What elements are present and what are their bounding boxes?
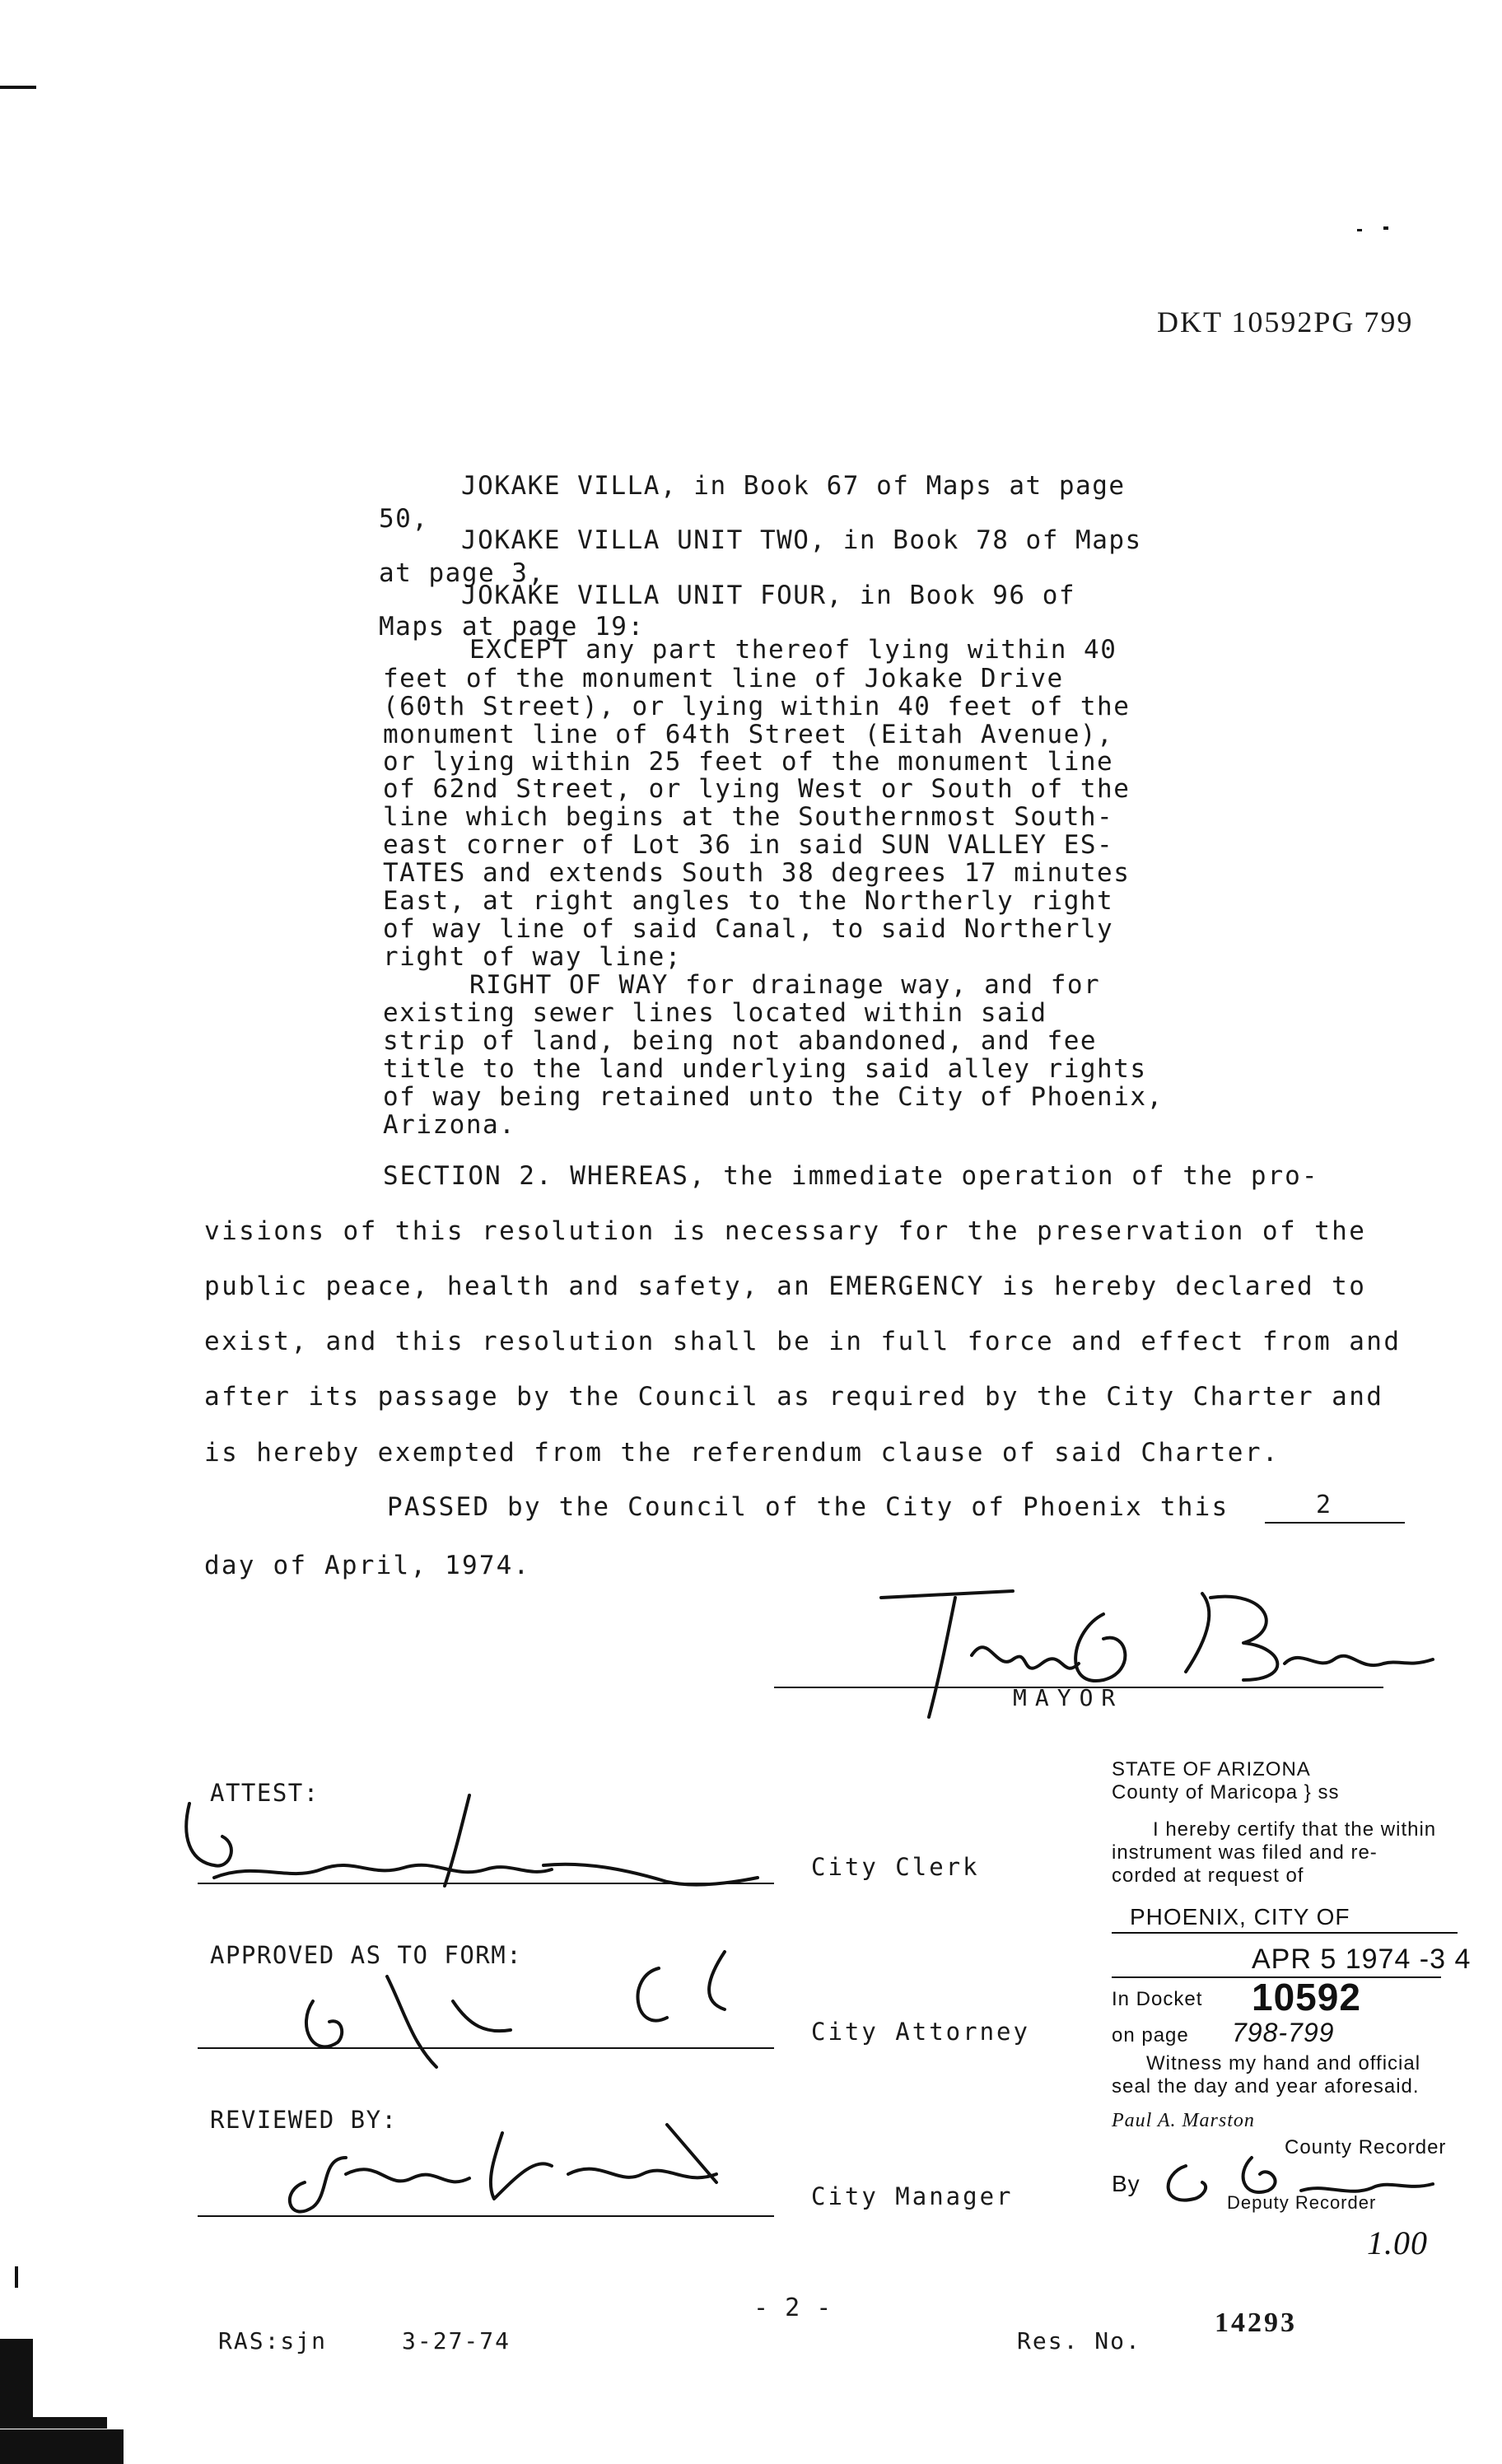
legal-line: of way line of said Canal, to said Northerly [383, 914, 1114, 944]
stamp-docket-value: 10592 [1252, 1976, 1361, 2018]
legal-line: feet of the monument line of Jokake Drive [383, 664, 1064, 693]
legal-line: JOKAKE VILLA UNIT FOUR, in Book 96 of [461, 581, 1076, 610]
stamp-seal: seal the day and year aforesaid. [1112, 2075, 1420, 2098]
city-clerk-signature [156, 1787, 782, 1894]
section-line: visions of this resolution is necessary for the preservation of the [204, 1216, 1367, 1246]
page-number: - 2 - [753, 2294, 833, 2322]
stamp-request: corded at request of [1112, 1864, 1304, 1887]
legal-line: line which begins at the Southernmost South- [383, 802, 1114, 832]
stamp-instrument: instrument was filed and re- [1112, 1841, 1378, 1864]
city-attorney-label: City Attorney [811, 2018, 1030, 2046]
city-manager-signature-line [198, 2215, 774, 2217]
approved-label: APPROVED AS TO FORM: [210, 1941, 523, 1969]
attest-label: ATTEST: [210, 1779, 320, 1807]
legal-line: East, at right angles to the Northerly right [383, 886, 1114, 916]
city-attorney-signature-line [198, 2047, 774, 2049]
footer-initials: RAS:sjn [218, 2327, 328, 2354]
passage-date: day of April, 1974. [204, 1551, 531, 1580]
passage-statement: PASSED by the Council of the City of Phoenix this [387, 1492, 1229, 1522]
city-attorney-signature [264, 1944, 774, 2092]
legal-line: title to the land underlying said alley rights [383, 1054, 1147, 1084]
stamp-deputy: Deputy Recorder [1227, 2192, 1377, 2213]
legal-line: monument line of 64th Street (Eitah Avenue), [383, 720, 1114, 749]
legal-line: or lying within 25 feet of the monument line [383, 747, 1114, 777]
legal-line: RIGHT OF WAY for drainage way, and for [469, 970, 1101, 1000]
legal-line: TATES and extends South 38 degrees 17 minutes [383, 858, 1131, 888]
stamp-docket-label: In Docket [1112, 1988, 1203, 2010]
section-line: exist, and this resolution shall be in full force and effect from and [204, 1327, 1402, 1356]
reviewed-label: REVIEWED BY: [210, 2106, 398, 2134]
mayor-signature [856, 1581, 1449, 1721]
city-manager-signature [255, 2108, 782, 2232]
stamp-county-recorder: County Recorder [1285, 2136, 1447, 2158]
stamp-page-label: on page [1112, 2024, 1189, 2046]
legal-line: east corner of Lot 36 in said SUN VALLEY ES- [383, 830, 1114, 860]
legal-line: right of way line; [383, 942, 682, 972]
scan-mark [0, 2429, 124, 2464]
legal-line: of 62nd Street, or lying West or South of the [383, 774, 1131, 804]
resolution-label: Res. No. [1017, 2327, 1141, 2354]
legal-line: JOKAKE VILLA, in Book 67 of Maps at page [461, 471, 1126, 501]
legal-line: existing sewer lines located within said [383, 998, 1047, 1028]
passage-day: 2 [1316, 1491, 1332, 1519]
section-line: SECTION 2. WHEREAS, the immediate operation of the pro- [383, 1161, 1319, 1191]
stamp-fee: 1.00 [1367, 2224, 1428, 2261]
stamp-certify: I hereby certify that the within [1153, 1818, 1437, 1841]
stamp-page-value: 798-799 [1232, 2018, 1335, 2047]
section-line: is hereby exempted from the referendum clause of said Charter. [204, 1438, 1280, 1468]
section-line: after its passage by the Council as required by the City Charter and [204, 1382, 1384, 1412]
stamp-county: County of Maricopa } ss [1112, 1781, 1340, 1804]
stamp-witness: Witness my hand and official [1146, 2052, 1421, 2074]
scan-mark [0, 86, 36, 89]
legal-line: JOKAKE VILLA UNIT TWO, in Book 78 of Maps [461, 525, 1142, 555]
legal-line: Maps at page 19: [379, 612, 645, 642]
stamp-date: APR 5 1974 -3 4 [1252, 1944, 1472, 1975]
scan-mark [15, 2266, 18, 2288]
scan-mark [0, 2339, 33, 2421]
legal-line: (60th Street), or lying within 40 feet of the [383, 692, 1131, 721]
stamp-requester-line [1112, 1932, 1458, 1934]
city-clerk-label: City Clerk [811, 1853, 980, 1881]
mayor-label: MAYOR [1013, 1684, 1124, 1711]
scan-mark [0, 2417, 107, 2429]
section-line: public peace, health and safety, an EMERGENCY is hereby declared to [204, 1272, 1367, 1301]
docket-reference: DKT 10592PG 799 [1157, 306, 1414, 338]
stamp-recorder-name: Paul A. Marston [1112, 2110, 1255, 2131]
legal-line: strip of land, being not abandoned, and fee [383, 1026, 1098, 1056]
legal-line: at page 3, [379, 558, 545, 588]
stamp-state: STATE OF ARIZONA [1112, 1758, 1311, 1780]
city-manager-label: City Manager [811, 2182, 1014, 2210]
legal-line: EXCEPT any part thereof lying within 40 [469, 635, 1117, 665]
scan-mark [1357, 229, 1362, 231]
passage-day-underline [1265, 1522, 1405, 1524]
legal-line: 50, [379, 504, 429, 534]
resolution-number: 14293 [1215, 2308, 1297, 2338]
footer-date: 3-27-74 [402, 2327, 511, 2354]
city-clerk-signature-line [198, 1883, 774, 1884]
legal-line: of way being retained unto the City of Phoenix, [383, 1082, 1164, 1112]
legal-line: Arizona. [383, 1110, 516, 1140]
scan-mark [1383, 226, 1388, 230]
stamp-requester: PHOENIX, CITY OF [1130, 1904, 1350, 1930]
stamp-by-label: By [1112, 2171, 1140, 2196]
